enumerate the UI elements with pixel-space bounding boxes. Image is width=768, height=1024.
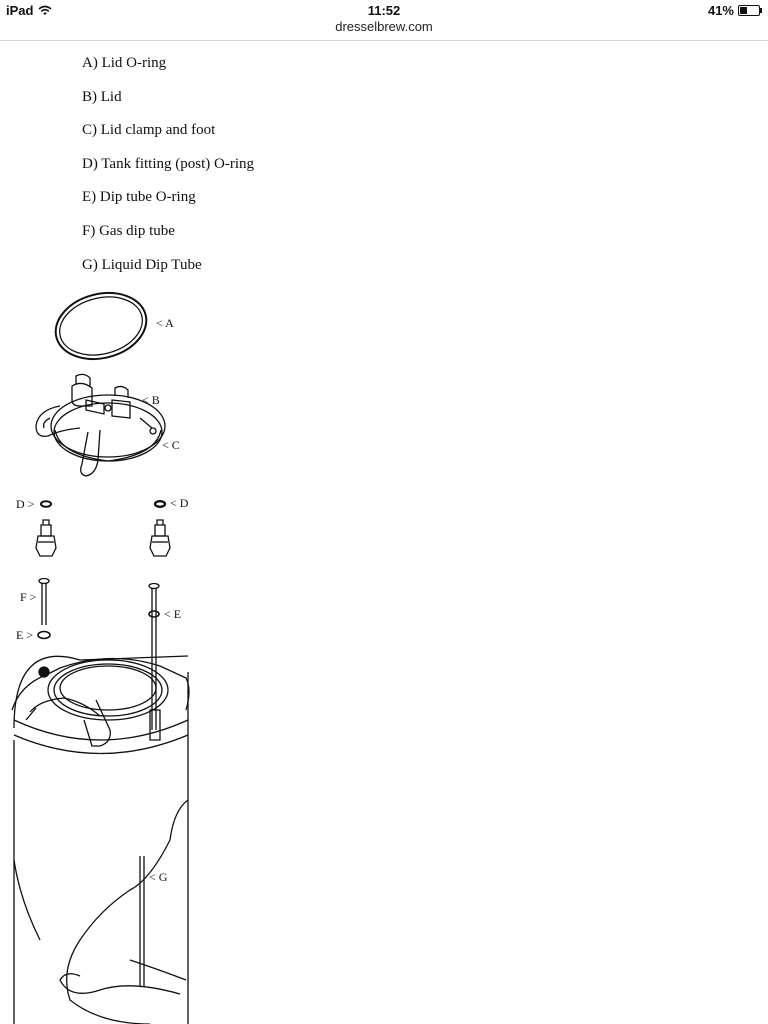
post-o-ring-left (41, 501, 51, 507)
post-o-ring-right (155, 501, 165, 507)
label-e-left: E > (16, 628, 34, 642)
label-d-left: D > (16, 497, 35, 511)
label-f: F > (20, 590, 37, 604)
lid-assembly (36, 374, 165, 476)
device-name: iPad (6, 3, 34, 18)
list-item: A) Lid O-ring (82, 55, 167, 71)
liquid-dip-tube (140, 584, 159, 987)
address-bar[interactable]: dresselbrew.com (335, 19, 433, 34)
list-item: F) Gas dip tube (82, 222, 175, 239)
label-a: < A (156, 316, 174, 330)
tank-post-right (150, 520, 170, 556)
label-g: < G (149, 870, 168, 884)
label-c: < C (162, 438, 180, 452)
battery-icon (738, 5, 760, 16)
keg-parts-illustration (0, 280, 260, 1024)
gas-dip-tube (38, 579, 50, 639)
keg-body (12, 656, 189, 1024)
status-right (708, 3, 760, 18)
label-e-right: < E (164, 607, 182, 621)
list-item: G) Liquid Dip Tube (82, 256, 202, 273)
battery-fill (740, 7, 747, 14)
list-item: E) Dip tube O-ring (82, 189, 196, 206)
list-item: D) Tank fitting (post) O-ring (82, 155, 254, 172)
label-b: < B (142, 393, 160, 407)
label-d-right: < D (170, 496, 189, 510)
parts-list (82, 55, 254, 290)
tank-post-left (36, 520, 56, 556)
lid-o-ring (49, 284, 154, 368)
clock: 11:52 (367, 3, 401, 18)
status-bar (0, 0, 768, 41)
list-item: C) Lid clamp and foot (82, 122, 216, 139)
battery-percent: 41% (707, 3, 734, 18)
list-item: B) Lid (82, 88, 122, 105)
